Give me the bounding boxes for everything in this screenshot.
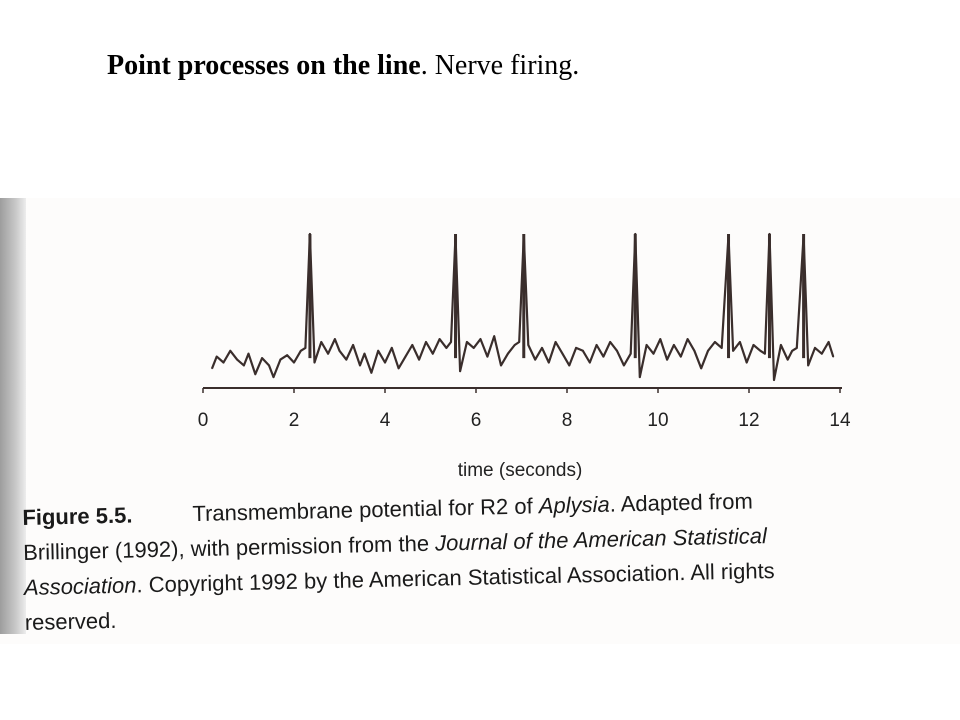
data-point: [439, 338, 441, 340]
data-point: [480, 338, 482, 340]
data-point: [518, 341, 520, 343]
data-point: [500, 365, 502, 367]
data-point: [254, 373, 256, 375]
data-point: [760, 350, 762, 352]
caption-text: Brillinger (1992), with permission from the: [22, 530, 436, 565]
caption-text: . Adapted from: [609, 488, 754, 517]
data-point: [352, 344, 354, 346]
figure-caption: [22, 480, 925, 640]
data-point: [821, 353, 823, 355]
x-tick-label: 14: [829, 410, 851, 431]
data-point: [746, 362, 748, 364]
data-point: [391, 347, 393, 349]
data-point: [320, 341, 322, 343]
data-point: [405, 356, 407, 358]
data-point: [787, 359, 789, 361]
x-axis-label: time (seconds): [457, 460, 583, 481]
data-point: [603, 356, 605, 358]
data-point: [753, 344, 755, 346]
data-point: [791, 350, 793, 352]
data-point: [680, 356, 682, 358]
data-point: [371, 372, 373, 374]
data-point: [459, 370, 461, 372]
data-point: [223, 362, 225, 364]
data-point: [305, 347, 307, 349]
data-point: [541, 347, 543, 349]
data-point: [425, 341, 427, 343]
data-point: [261, 357, 263, 359]
x-axis: [198, 388, 851, 431]
data-point: [527, 344, 529, 346]
x-tick-label: 0: [197, 410, 209, 431]
caption-italic: Aplysia: [538, 491, 610, 519]
data-point: [707, 350, 709, 352]
caption-italic: Association: [23, 572, 137, 600]
data-point: [780, 344, 782, 346]
caption-italic: Journal of the American Statistical: [434, 523, 768, 556]
data-point: [446, 347, 448, 349]
data-point: [589, 362, 591, 364]
slide-title-bold: Point processes on the line: [107, 50, 421, 81]
nerve-firing-chart: [0, 198, 960, 498]
data-point: [732, 350, 734, 352]
data-point: [345, 359, 347, 361]
data-point: [764, 353, 766, 355]
data-point: [514, 344, 516, 346]
x-tick-label: 10: [647, 410, 669, 431]
data-point: [466, 341, 468, 343]
data-point: [450, 341, 452, 343]
data-point: [286, 354, 288, 356]
data-point: [666, 359, 668, 361]
data-point: [384, 362, 386, 364]
data-point: [359, 365, 361, 367]
data-point: [493, 335, 495, 337]
data-point: [828, 341, 830, 343]
data-point: [377, 350, 379, 352]
caption-text: reserved.: [24, 607, 117, 635]
data-point: [739, 341, 741, 343]
data-point: [327, 353, 329, 355]
data-point: [623, 365, 625, 367]
data-point: [398, 367, 400, 369]
data-point: [555, 341, 557, 343]
data-point: [280, 359, 282, 361]
data-point: [339, 350, 341, 352]
data-point: [609, 341, 611, 343]
x-tick-label: 8: [561, 410, 573, 431]
data-point: [243, 365, 245, 367]
data-point: [334, 338, 336, 340]
data-point: [216, 356, 218, 358]
data-point: [487, 356, 489, 358]
data-point: [639, 376, 641, 378]
figure-label: Figure 5.5.: [22, 502, 133, 530]
data-point: [575, 347, 577, 349]
data-point: [411, 344, 413, 346]
data-point: [507, 353, 509, 355]
data-point: [596, 344, 598, 346]
data-point: [630, 353, 632, 355]
data-point: [673, 344, 675, 346]
data-point: [534, 359, 536, 361]
data-point: [807, 365, 809, 367]
data-point: [364, 353, 366, 355]
trace-layer: [211, 233, 834, 381]
data-point: [432, 353, 434, 355]
data-point: [268, 365, 270, 367]
data-point: [473, 347, 475, 349]
slide-title: [107, 50, 579, 82]
x-tick-label: 6: [470, 410, 482, 431]
caption-text: Transmembrane potential for R2 of: [192, 493, 540, 527]
data-point: [616, 350, 618, 352]
data-point: [548, 362, 550, 364]
data-point: [832, 356, 834, 358]
data-point: [721, 347, 723, 349]
caption-text: . Copyright 1992 by the American Statistical Association. All rights: [136, 557, 775, 598]
x-tick-label: 4: [379, 410, 391, 431]
data-point: [418, 359, 420, 361]
data-point: [314, 362, 316, 364]
data-point: [211, 367, 213, 369]
data-point: [714, 341, 716, 343]
slide-title-rest: . Nerve firing.: [420, 50, 580, 81]
data-point: [814, 347, 816, 349]
data-point: [659, 338, 661, 340]
x-tick-label: 2: [288, 410, 300, 431]
data-point: [653, 353, 655, 355]
data-point: [273, 376, 275, 378]
data-point: [796, 347, 798, 349]
data-point: [646, 344, 648, 346]
data-point: [300, 350, 302, 352]
data-point: [773, 379, 775, 381]
data-point: [687, 338, 689, 340]
data-point: [700, 367, 702, 369]
data-point: [694, 350, 696, 352]
data-point: [229, 350, 231, 352]
data-point: [293, 362, 295, 364]
data-point: [236, 359, 238, 361]
data-point: [248, 353, 250, 355]
data-point: [562, 353, 564, 355]
data-point: [568, 365, 570, 367]
data-point: [582, 350, 584, 352]
x-tick-label: 12: [738, 410, 760, 431]
